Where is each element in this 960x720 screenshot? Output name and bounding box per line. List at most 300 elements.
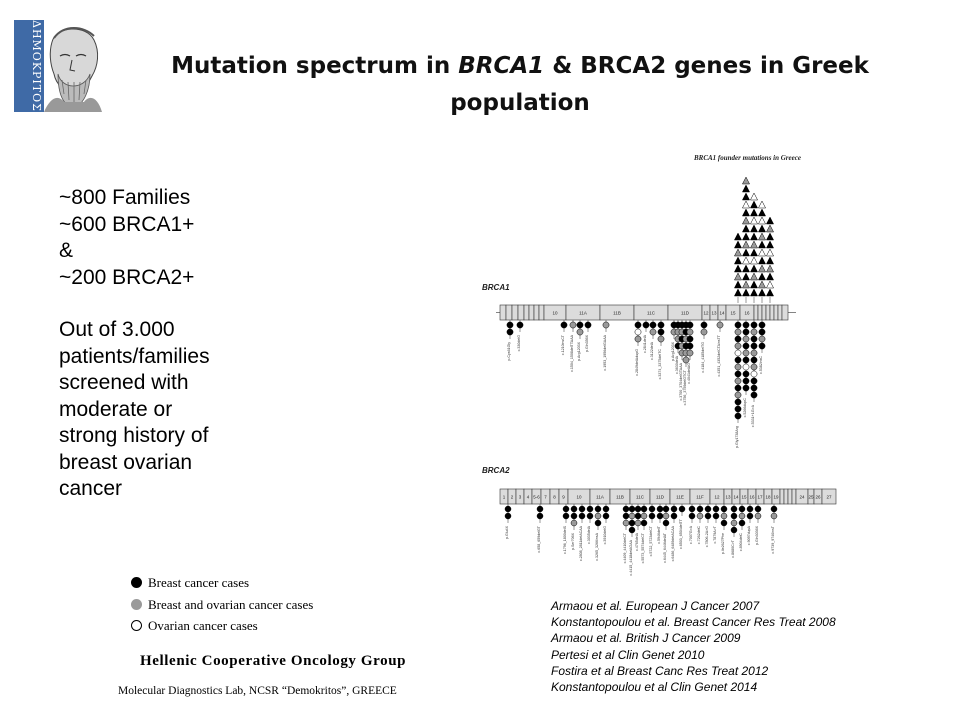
brca2-mutation-label: c.6445_6446delAT (663, 533, 667, 563)
brca1-mutation-dot (658, 329, 664, 335)
brca2-mutation-dot (663, 513, 669, 519)
legend-label: Breast and ovarian cancer cases (148, 596, 314, 612)
brca1-mutation-dot (735, 336, 741, 342)
founder-triangle (750, 241, 757, 248)
founder-triangle (750, 257, 757, 264)
founder-triangle (750, 225, 757, 232)
brca2-exon-label: 10 (576, 494, 582, 500)
brca2-mutation-label: c.7879A>T (713, 526, 717, 544)
brca1-mutation-dot (561, 322, 567, 328)
founder-triangle (742, 201, 749, 208)
brca1-mutation-dot (683, 357, 689, 363)
brca1-mutation-dot (735, 413, 741, 419)
founder-triangle (742, 265, 749, 272)
founder-triangle (742, 281, 749, 288)
brca2-mutation-dot (663, 520, 669, 526)
brca2-exon-label: 11A (596, 494, 604, 500)
brca2-mutation-dot (595, 520, 601, 526)
brca2-exon (788, 489, 792, 504)
founder-triangle (742, 217, 749, 224)
brca2-exon-label: 15 (741, 494, 747, 500)
founder-triangle (758, 289, 765, 296)
summary-gap (59, 291, 279, 317)
founder-triangle (766, 249, 773, 256)
founder-triangle (734, 273, 741, 280)
founder-triangle (758, 273, 765, 280)
brca2-mutation-dot (571, 513, 577, 519)
brca1-mutation-label: p.Arg1203X (671, 342, 675, 361)
brca1-mutation-dot (687, 343, 693, 349)
brca1-mutation-dot (735, 378, 741, 384)
brca1-mutation-dot (507, 329, 513, 335)
brca1-exon (524, 305, 529, 320)
brca2-exon (792, 489, 796, 504)
brca1-mutation-dot (735, 329, 741, 335)
founder-triangle (742, 273, 749, 280)
institute-logo (14, 20, 44, 112)
brca2-mutation-dot (713, 506, 719, 512)
brca2-mutation-dot (689, 506, 695, 512)
brca1-mutation-label: c.4041delAG (687, 363, 691, 384)
brca1-mutation-label: p.Cys61Gly (507, 342, 511, 361)
brca2-mutation-dot (721, 513, 727, 519)
brca2-mutation-dot (663, 506, 669, 512)
brca1-mutation-label: c.5382insC (759, 356, 763, 374)
brca1-mutation-dot (751, 392, 757, 398)
brca2-mutation-label: c.3265_3266insA (595, 533, 599, 561)
brca2-mutation-dot (641, 520, 647, 526)
title-part1: Mutation spectrum in (171, 53, 459, 79)
founder-triangle (742, 185, 749, 192)
brca1-mutation-dot (570, 322, 576, 328)
brca1-mutation-dot (751, 378, 757, 384)
brca2-mutation-dot (579, 506, 585, 512)
brca1-mutation-dot (735, 399, 741, 405)
summary-line: breast ovarian (59, 450, 193, 474)
brca1-mutation-dot (643, 322, 649, 328)
brca2-mutation-dot (635, 520, 641, 526)
brca2-mutation-label: c.8904delC (739, 533, 743, 552)
brca2-exon-label: 19 (773, 494, 779, 500)
brca2-mutation-label: c.2808_2811delACAA (579, 526, 583, 562)
founder-triangle (766, 281, 773, 288)
founder-triangle (758, 257, 765, 264)
brca1-exon (778, 305, 782, 320)
founder-triangle (750, 249, 757, 256)
founder-triangle (742, 257, 749, 264)
founder-triangle (758, 249, 765, 256)
brca1-mutation-dot (743, 336, 749, 342)
brca2-mutation-label: c.7262delC (697, 526, 701, 545)
summary-line: ~200 BRCA2+ (59, 265, 195, 289)
brca2-mutation-dot (623, 506, 629, 512)
brca1-mutation-label: c.3374_3375delTC (658, 349, 662, 380)
brca1-exon (534, 305, 539, 320)
brca2-mutation-dot (505, 506, 511, 512)
founder-triangle (766, 257, 773, 264)
brca1-exon-label: 11A (579, 310, 587, 316)
brca2-exon-label: 12 (714, 494, 720, 500)
founder-triangle (758, 201, 765, 208)
founder-triangle (758, 225, 765, 232)
brca1-mutation-dot (751, 357, 757, 363)
brca1-exon (754, 305, 758, 320)
founder-triangle (742, 193, 749, 200)
brca1-mutation-dot (751, 343, 757, 349)
black-circle-icon (131, 577, 142, 588)
brca2-mutation-dot (603, 513, 609, 519)
brca2-mutation-dot (755, 506, 761, 512)
brca1-exon (518, 305, 524, 320)
brca2-exon-label: 4 (526, 494, 530, 500)
brca2-mutation-label: p.Ile2627Phe (721, 533, 725, 555)
founder-triangle (766, 289, 773, 296)
references-list (551, 598, 836, 695)
brca2-mutation-dot (587, 506, 593, 512)
summary-line: Out of 3.000 (59, 318, 175, 341)
brca2-exon-label: 1 (502, 494, 506, 500)
brca1-mutation-label: c.1504_1508delTTAAA (570, 335, 574, 372)
legend-item (131, 572, 313, 594)
founder-triangle (758, 241, 765, 248)
brca1-mutation-label: c.5266dupC (743, 398, 747, 418)
brca1-exon (506, 305, 512, 320)
founder-triangle (766, 225, 773, 232)
brca2-exon-label: 27 (826, 494, 832, 500)
brca2-exon-label: 11B (616, 494, 624, 500)
brca2-mutation-dot (739, 513, 745, 519)
founder-triangle (758, 265, 765, 272)
founder-triangle (750, 201, 757, 208)
brca1-mutation-label: c.3700_3704delGTAAA (679, 363, 683, 401)
brca2-mutation-dot (713, 513, 719, 519)
brca1-mutation-dot (507, 322, 513, 328)
brca2-mutation-dot (595, 506, 601, 512)
brca2-mutation-label: c.7806-2A>G (705, 526, 709, 548)
brca2-exon-label: 16 (749, 494, 755, 500)
summary-line: cancer (59, 477, 123, 500)
founder-triangle (734, 249, 741, 256)
brca2-mutation-label: c.3910delG (603, 526, 607, 545)
brca2-mutation-dot (629, 506, 635, 512)
brca2-mutation-dot (563, 513, 569, 519)
founder-triangle (750, 265, 757, 272)
brca1-mutation-dot (717, 322, 723, 328)
reference-item: Armaou et al. European J Cancer 2007 (551, 599, 760, 613)
brca2-mutation-dot (649, 506, 655, 512)
brca2-mutation-dot (705, 506, 711, 512)
founder-triangle (734, 241, 741, 248)
brca2-mutation-label: p.Gln3036X (755, 526, 759, 545)
reference-item: Konstantopoulou et al Clin Genet 2014 (551, 680, 758, 695)
brca1-mutation-label: c.3630delA (675, 356, 679, 374)
brca1-mutation-dot (635, 322, 641, 328)
brca1-founder-triangles (734, 177, 773, 303)
legend-item (131, 615, 313, 637)
brca1-exon (539, 305, 544, 320)
summary-line: ~600 BRCA1+ (59, 212, 195, 236)
group-name: Hellenic Cooperative Oncology Group (140, 653, 407, 669)
brca1-exon-label: 10 (552, 310, 558, 316)
brca2-exon-label: 17 (757, 494, 763, 500)
brca1-mutation-dot (735, 364, 741, 370)
brca1-exon (762, 305, 766, 320)
brca1-mutation-dot (650, 329, 656, 335)
brca1-mutation-label: c.330delG (517, 335, 521, 352)
brca1-mutation-dot (658, 336, 664, 342)
brca2-exon-label: 8 (553, 494, 556, 500)
brca2-mutation-dot (731, 513, 737, 519)
summary-line: ~800 Families (59, 186, 191, 209)
founder-triangle (750, 217, 757, 224)
brca1-mutation-dot (759, 329, 765, 335)
founder-triangle (766, 241, 773, 248)
brca2-mutation-dot (731, 527, 737, 533)
brca1-mutation-dot (585, 322, 591, 328)
founder-triangle (734, 281, 741, 288)
brca2-mutation-dot (705, 513, 711, 519)
gray-circle-icon (131, 599, 142, 610)
brca1-mutation-dot (751, 329, 757, 335)
brca1-mutation-dot (735, 385, 741, 391)
brca1-mutation-dot (735, 392, 741, 398)
brca2-exon (780, 489, 784, 504)
brca2-mutation-label: c.8680C>T (731, 540, 735, 558)
reference-item: Armaou et al. British J Cancer 2009 (551, 631, 741, 646)
legend-label: Ovarian cancer cases (148, 618, 258, 633)
brca1-exon-label: 11D (681, 310, 689, 316)
brca2-mutation-dot (649, 513, 655, 519)
brca2-mutation-dot (579, 513, 585, 519)
brca2-mutation-dot (679, 506, 685, 512)
brca1-mutation-label: c.4351_4352delCTAinsTT (717, 335, 721, 377)
brca2-mutation-label: c.6503_6504delTT (679, 519, 683, 549)
brca1-mutation-dot (759, 322, 765, 328)
brca1-mutation-dot (603, 322, 609, 328)
brca1-mutation-dot (635, 336, 641, 342)
brca2-mutation-label: c.4765delA (635, 533, 639, 551)
figure-caption: BRCA1 founder mutations in Greece (694, 154, 801, 162)
brca1-mutation-dot (751, 371, 757, 377)
brca2-mutation-label: c.5946delT (657, 526, 661, 544)
brca1-mutation-dot (743, 371, 749, 377)
brca1-mutation-dot (751, 336, 757, 342)
brca1-mutation-dot (743, 364, 749, 370)
brca2-exon-label: 11C (636, 494, 644, 500)
brca2-mutation-dot (697, 506, 703, 512)
brca2-exon-label: 14 (733, 494, 739, 500)
brca2-mutation-label: c.658_659delGT (537, 526, 541, 553)
summary-line: screened with (59, 371, 189, 394)
brca2-mutation-dot (771, 513, 777, 519)
brca1-mutation-dot (635, 329, 641, 335)
founder-triangle (750, 209, 757, 216)
brca1-mutation-dot (751, 364, 757, 370)
brca1-exon-label: 11C (647, 310, 655, 316)
brca2-mutation-dot (623, 513, 629, 519)
brca1-exon-label: 14 (719, 310, 725, 316)
brca2-mutation-label: c.3035delA (587, 526, 591, 544)
brca1-mutation-dot (735, 357, 741, 363)
lab-name: Molecular Diagnostics Lab, NCSR “Demokritos”, GREECE (118, 685, 397, 697)
founder-triangle (758, 233, 765, 240)
brca1-mutation-label: p.Gly1738Arg (735, 426, 739, 448)
brca1-exon (774, 305, 778, 320)
founder-triangle (750, 281, 757, 288)
brca1-gene-bar (496, 305, 796, 320)
brca1-exon (500, 305, 506, 320)
brca2-exon-label: 9 (562, 494, 565, 500)
brca2-mutation-label: c.6486_6489delACAA (671, 526, 675, 562)
founder-triangle (750, 233, 757, 240)
brca2-mutation-dot (671, 513, 677, 519)
brca1-mutation-dot (658, 322, 664, 328)
founder-triangle (758, 281, 765, 288)
brca2-mutation-dot (721, 520, 727, 526)
brca2-exon-label: 7 (544, 494, 547, 500)
brca2-mutation-dot (505, 513, 511, 519)
founder-triangle (758, 217, 765, 224)
brca2-mutation-dot (635, 506, 641, 512)
brca1-exon (766, 305, 770, 320)
brca2-exon-label: 11F (696, 494, 704, 500)
brca1-mutations (507, 320, 765, 448)
brca1-mutation-label: c.3756_3759delGTCT (683, 370, 687, 406)
brca1-mutation-label: p.Gln356X (585, 335, 589, 352)
brca1-mutation-dot (687, 336, 693, 342)
brca2-exon-label: 3 (518, 494, 522, 500)
brca1-mutation-label: c.2841delA (643, 335, 647, 353)
mutation-spectrum-figure (480, 145, 832, 585)
founder-triangle (742, 289, 749, 296)
brca1-mutation-dot (743, 350, 749, 356)
brca1-mutation-dot (577, 322, 583, 328)
brca2-exon-label: 13 (725, 494, 731, 500)
brca2-exon-label: 26 (815, 494, 821, 500)
brca2-mutation-dot (537, 506, 543, 512)
brca2-mutation-dot (657, 513, 663, 519)
brca1-mutation-dot (735, 343, 741, 349)
brca1-exon (782, 305, 788, 320)
reference-item: Konstantopoulou et al. Breast Cancer Res Treat 2008 (551, 615, 836, 630)
founder-triangle (742, 249, 749, 256)
brca2-mutation-dot (587, 513, 593, 519)
brca1-mutation-dot (743, 357, 749, 363)
brca2-mutation-dot (537, 513, 543, 519)
brca1-mutation-label: c.2849delAdupG (635, 349, 639, 376)
brca1-mutation-dot (735, 371, 741, 377)
brca1-mutation-dot (751, 322, 757, 328)
founder-triangle (750, 193, 757, 200)
brca1-mutation-dot (650, 322, 656, 328)
brca2-exon-label: 11E (676, 494, 684, 500)
title-part2: & BRCA2 genes in Greek population (450, 53, 869, 116)
brca2-mutation-dot (697, 513, 703, 519)
brca1-mutation-dot (751, 385, 757, 391)
brca2-mutation-label: c.5722_5723delCT (649, 526, 653, 557)
brca2-exon-label: 18 (765, 494, 771, 500)
brca2-mutation-dot (629, 520, 635, 526)
brca1-exon-label: 12 (703, 310, 709, 316)
brca2-mutation-dot (635, 513, 641, 519)
brca2-mutation-dot (739, 506, 745, 512)
founder-triangle (766, 273, 773, 280)
founder-triangle (742, 225, 749, 232)
brca1-mutation-dot (759, 343, 765, 349)
brca2-mutation-label: p.Ser706X (571, 533, 575, 550)
brca1-mutation-dot (751, 350, 757, 356)
founder-triangle (766, 265, 773, 272)
brca2-mutation-dot (671, 506, 677, 512)
open-circle-icon (131, 620, 142, 631)
brca1-mutation-label: c.1953_1956delGAAA (603, 335, 607, 371)
summary-line: & (59, 239, 74, 262)
founder-triangle (734, 289, 741, 296)
brca2-mutation-dot (747, 506, 753, 512)
brca1-mutation-dot (743, 378, 749, 384)
brca2-mutation-dot (755, 513, 761, 519)
brca1-exon-label: 15 (730, 310, 736, 316)
brca2-exon-label: 25 (808, 494, 814, 500)
brca1-exon (770, 305, 774, 320)
brca1-mutation-dot (743, 385, 749, 391)
brca1-mutation-dot (687, 322, 693, 328)
brca1-exon-label: 13 (711, 310, 717, 316)
brca2-mutation-label: c.4415_4418delAGAA (629, 540, 633, 576)
brca1-mutation-dot (701, 322, 707, 328)
brca2-mutation-label: c.7007G>A (689, 526, 693, 545)
brca2-mutation-label: c.1796_1800delS (563, 526, 567, 554)
founder-triangle (758, 209, 765, 216)
brca2-mutation-dot (731, 520, 737, 526)
brca1-mutation-dot (735, 406, 741, 412)
brca2-mutation-label: c.5573_5574delCT (641, 533, 645, 564)
brca2-mutation-dot (623, 520, 629, 526)
brca2-mutation-label: c.4409_4410delCT (623, 533, 627, 564)
brca2-mutation-dot (689, 513, 695, 519)
brca2-mutation-dot (629, 513, 635, 519)
brca1-mutation-label: c.1210insCT (561, 335, 565, 356)
brca1-mutation-label: c.5331+1G>A (751, 405, 755, 428)
brca1-exon (529, 305, 534, 320)
brca1-mutation-dot (687, 350, 693, 356)
legend-label: Breast cancer cases (148, 575, 250, 590)
founder-triangle (742, 233, 749, 240)
summary-line: patients/families (59, 344, 210, 368)
brca2-mutation-label: c.9097dupA (747, 526, 751, 546)
brca2-mutation-dot (739, 520, 745, 526)
brca2-mutation-dot (629, 527, 635, 533)
brca2-mutation-label: c.9739_9740insT (771, 526, 775, 554)
brca1-mutation-dot (701, 329, 707, 335)
brca2-gene-bar (500, 489, 836, 504)
brca2-mutation-dot (571, 520, 577, 526)
brca2-mutation-dot (771, 506, 777, 512)
brca1-exon-label: 16 (744, 310, 750, 316)
brca1-mutation-dot (517, 322, 523, 328)
brca2-exon-label: 24 (799, 494, 805, 500)
founder-triangle (734, 257, 741, 264)
brca1-exon-label: 11B (613, 310, 621, 316)
brca2-label: BRCA2 (482, 466, 510, 475)
democritus-portrait (44, 20, 102, 112)
founder-triangle (734, 265, 741, 272)
founder-triangle (750, 273, 757, 280)
brca2-exon-label: 5-6 (533, 494, 540, 500)
founder-triangle (742, 241, 749, 248)
reference-item: Fostira et al Breast Canc Res Treat 2012 (551, 663, 769, 678)
brca1-mutation-dot (759, 336, 765, 342)
